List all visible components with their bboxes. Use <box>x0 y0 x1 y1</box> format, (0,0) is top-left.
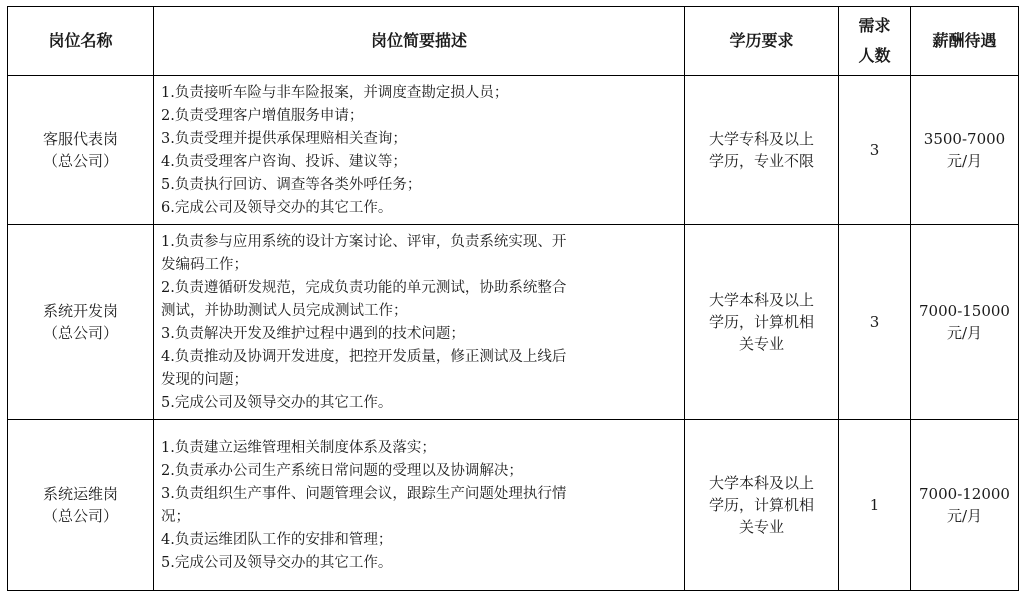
description-line: 发编码工作； <box>161 257 248 273</box>
education-line: 关专业 <box>738 335 784 353</box>
salary-cell <box>911 225 1019 420</box>
header-headcount-line2: 人数 <box>858 46 891 65</box>
salary-unit: 元/月 <box>946 324 983 342</box>
education-cell <box>685 76 839 225</box>
salary-unit: 元/月 <box>946 152 983 170</box>
header-headcount-line1: 需求 <box>858 16 891 35</box>
description-line: 3.负责受理并提供承保理赔相关查询； <box>161 131 407 147</box>
position-name-cell <box>8 225 154 420</box>
salary-cell <box>911 420 1019 591</box>
position-location: （总公司） <box>42 507 118 525</box>
description-cell <box>154 225 685 420</box>
education-line: 学历，计算机相 <box>708 313 814 331</box>
table-row <box>8 225 1019 420</box>
education-cell <box>685 225 839 420</box>
description-line: 2.负责承办公司生产系统日常问题的受理以及协调解决； <box>161 463 523 479</box>
headcount-cell: 1 <box>839 420 911 591</box>
description-line: 况； <box>161 509 190 525</box>
education-line: 大学本科及以上 <box>708 474 814 492</box>
position-name: 系统运维岗 <box>42 485 118 503</box>
job-positions-table <box>7 6 1019 591</box>
description-line: 2.负责遵循研发规范，完成负责功能的单元测试，协助系统整合 <box>161 280 567 296</box>
description-line: 5.完成公司及领导交办的其它工作。 <box>161 555 393 571</box>
description-line: 2.负责受理客户增值服务申请； <box>161 108 364 124</box>
description-cell <box>154 420 685 591</box>
salary-range: 7000-12000 <box>919 485 1010 503</box>
description-line: 1.负责接听车险与非车险报案，并调度查勘定损人员； <box>161 85 509 101</box>
education-cell <box>685 420 839 591</box>
education-line: 关专业 <box>738 518 784 536</box>
description-line: 6.完成公司及领导交办的其它工作。 <box>161 200 393 216</box>
headcount-cell: 3 <box>839 225 911 420</box>
table-header-row <box>8 7 1019 76</box>
position-name-cell <box>8 420 154 591</box>
description-line: 1.负责参与应用系统的设计方案讨论、评审，负责系统实现、开 <box>161 234 567 250</box>
salary-cell <box>911 76 1019 225</box>
description-cell <box>154 76 685 225</box>
header-education: 学历要求 <box>685 7 839 76</box>
description-line: 1.负责建立运维管理相关制度体系及落实； <box>161 440 436 456</box>
education-line: 学历，专业不限 <box>708 152 814 170</box>
education-line: 大学本科及以上 <box>708 291 814 309</box>
description-line: 发现的问题； <box>161 372 248 388</box>
description-line: 4.负责受理客户咨询、投诉、建议等； <box>161 154 407 170</box>
header-headcount <box>839 7 911 76</box>
position-name: 客服代表岗 <box>42 130 118 148</box>
description-line: 5.负责执行回访、调查等各类外呼任务； <box>161 177 422 193</box>
headcount-cell: 3 <box>839 76 911 225</box>
education-line: 大学专科及以上 <box>708 130 814 148</box>
salary-range: 3500-7000 <box>923 130 1006 148</box>
table-row <box>8 76 1019 225</box>
description-line: 4.负责运维团队工作的安排和管理； <box>161 532 393 548</box>
position-location: （总公司） <box>42 152 118 170</box>
position-name: 系统开发岗 <box>42 302 118 320</box>
header-position-name: 岗位名称 <box>8 7 154 76</box>
table-row <box>8 420 1019 591</box>
position-location: （总公司） <box>42 324 118 342</box>
description-line: 3.负责解决开发及维护过程中遇到的技术问题； <box>161 326 465 342</box>
salary-range: 7000-15000 <box>919 302 1010 320</box>
education-line: 学历，计算机相 <box>708 496 814 514</box>
description-line: 5.完成公司及领导交办的其它工作。 <box>161 395 393 411</box>
description-line: 3.负责组织生产事件、问题管理会议，跟踪生产问题处理执行情 <box>161 486 567 502</box>
description-line: 测试，并协助测试人员完成测试工作； <box>161 303 408 319</box>
header-salary: 薪酬待遇 <box>911 7 1019 76</box>
description-line: 4.负责推动及协调开发进度，把控开发质量，修正测试及上线后 <box>161 349 567 365</box>
salary-unit: 元/月 <box>946 507 983 525</box>
header-description: 岗位简要描述 <box>154 7 685 76</box>
position-name-cell <box>8 76 154 225</box>
